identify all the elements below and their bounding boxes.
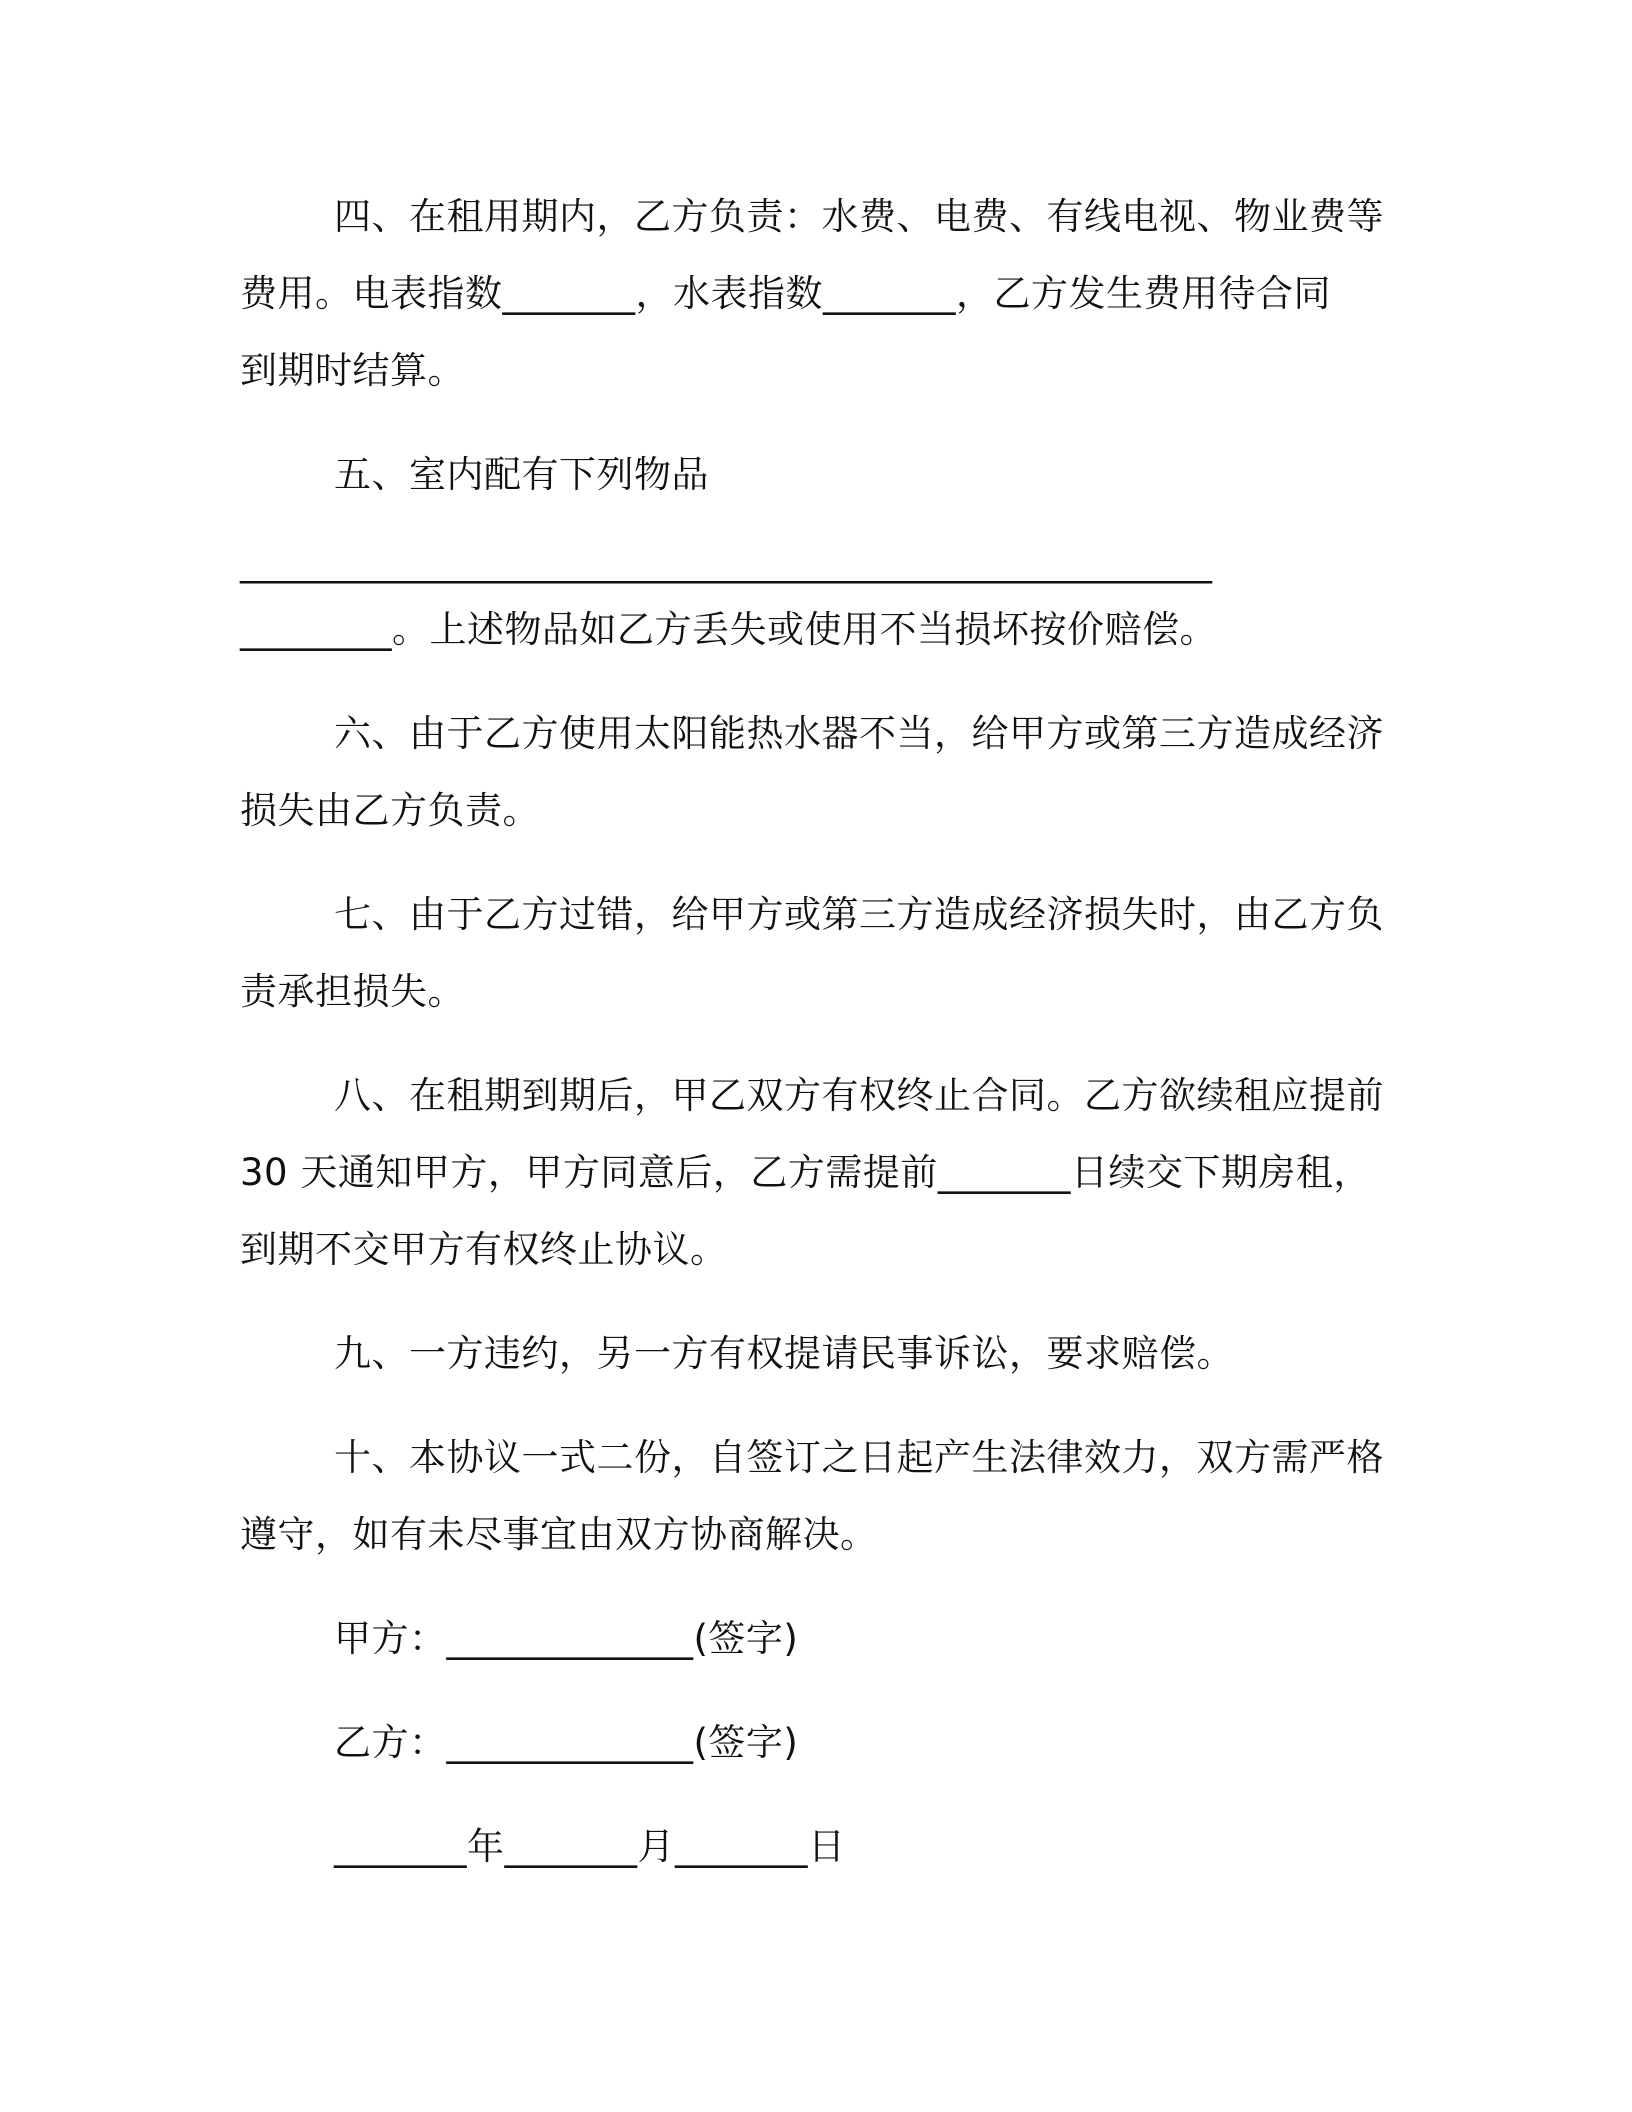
- clause-8-line-2: 30 天通知甲方，甲方同意后，乙方需提前_______日续交下期房租，: [240, 1151, 1371, 1194]
- party-a-signature: 甲方：_____________(签字): [334, 1617, 799, 1660]
- clause-7-line-1: 七、由于乙方过错，给甲方或第三方造成经济损失时，由乙方负: [334, 893, 1384, 936]
- clause-9-line-1: 九、一方违约，另一方有权提请民事诉讼，要求赔偿。: [334, 1332, 1234, 1375]
- clause-6-line-2: 损失由乙方负责。: [240, 789, 540, 832]
- clause-4-line-3: 到期时结算。: [240, 349, 465, 392]
- clause-5-line-1: 五、室内配有下列物品: [334, 453, 709, 496]
- clause-4-line-2: 费用。电表指数_______，水表指数_______，乙方发生费用待合同: [240, 272, 1331, 315]
- party-b-signature: 乙方：_____________(签字): [334, 1721, 799, 1764]
- clause-10-line-1: 十、本协议一式二份，自签订之日起产生法律效力，双方需严格: [334, 1436, 1384, 1479]
- clause-8-line-3: 到期不交甲方有权终止协议。: [240, 1228, 728, 1271]
- clause-4-line-1: 四、在租用期内，乙方负责：水费、电费、有线电视、物业费等: [334, 195, 1384, 238]
- clause-5-items-blank: ______________________________________________________: [240, 543, 1212, 584]
- clause-10-line-2: 遵守，如有未尽事宜由双方协商解决。: [240, 1513, 878, 1556]
- signing-date: _______年_______月_______日: [334, 1825, 846, 1868]
- clause-5-line-3: ________。上述物品如乙方丢失或使用不当损坏按价赔偿。: [240, 608, 1217, 651]
- clause-6-line-1: 六、由于乙方使用太阳能热水器不当，给甲方或第三方造成经济: [334, 712, 1384, 755]
- clause-8-line-1: 八、在租期到期后，甲乙双方有权终止合同。乙方欲续租应提前: [334, 1074, 1384, 1117]
- clause-7-line-2: 责承担损失。: [240, 970, 465, 1013]
